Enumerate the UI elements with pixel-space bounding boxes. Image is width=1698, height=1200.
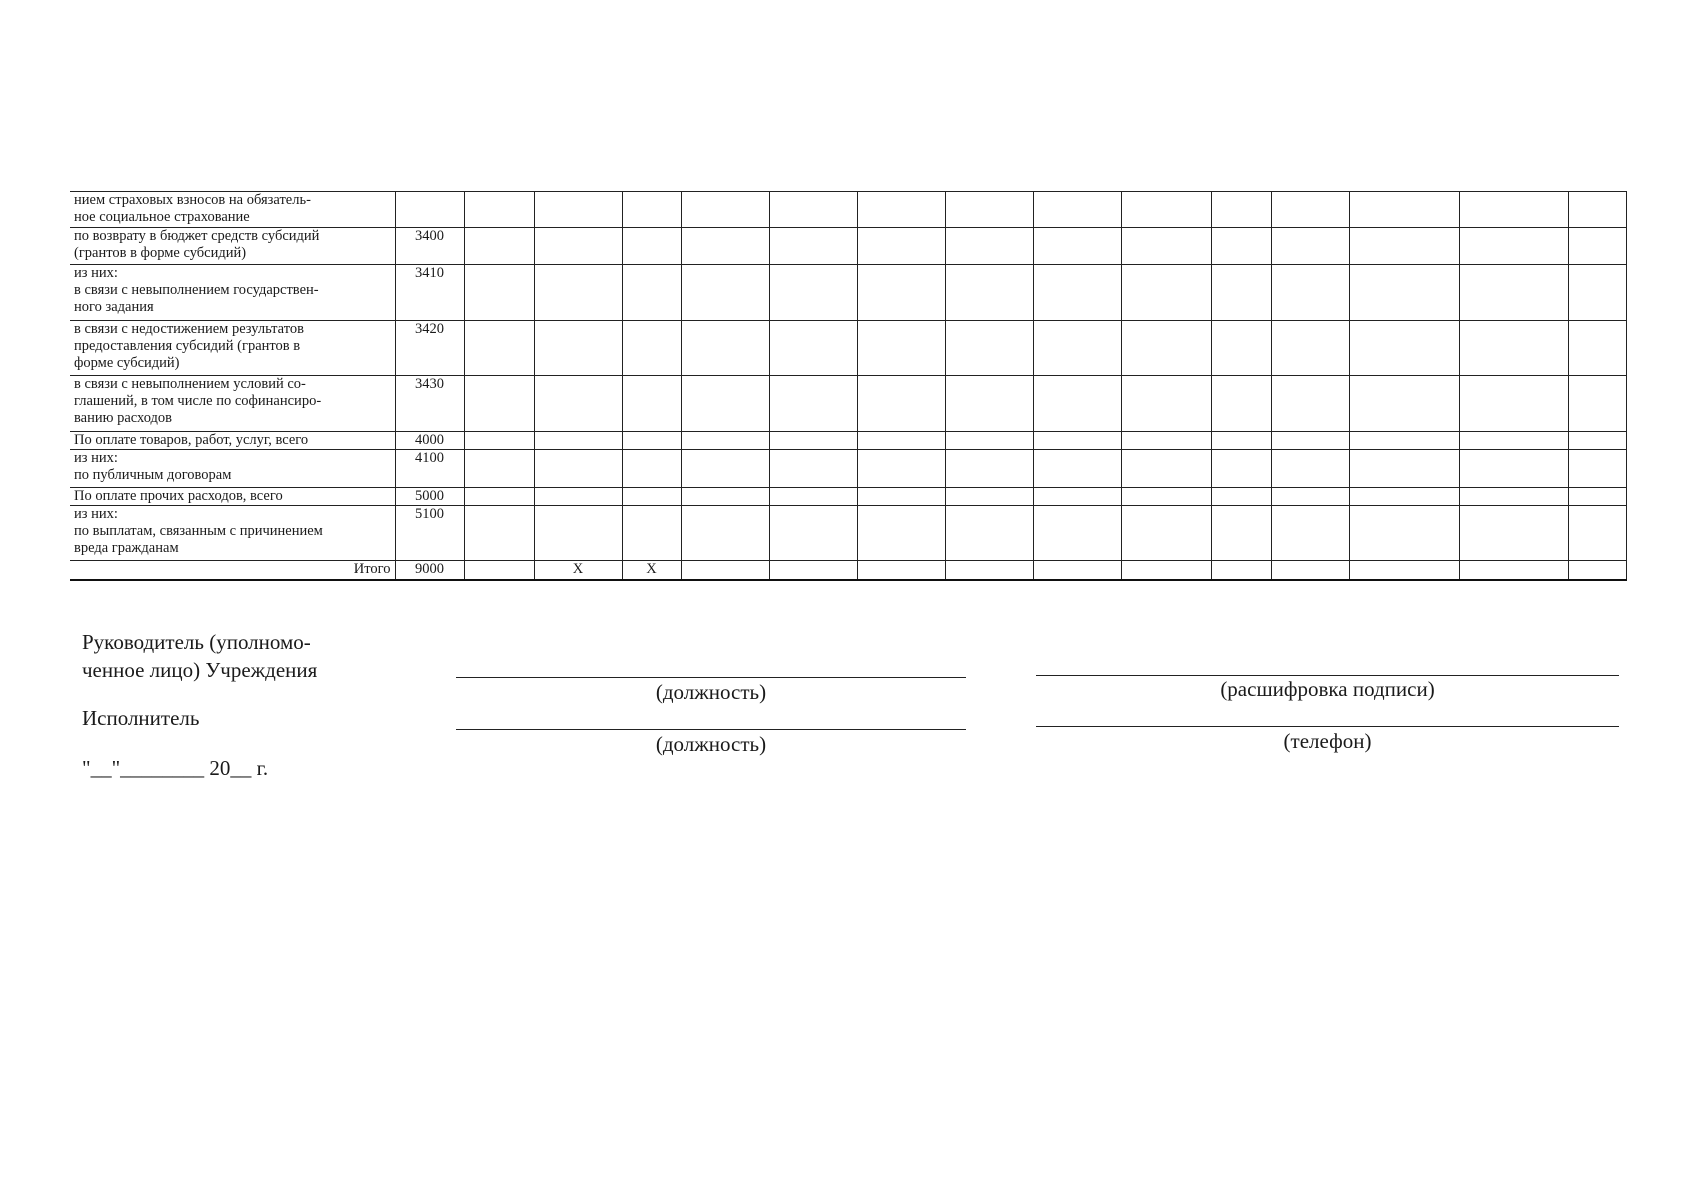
value-cell xyxy=(857,488,945,506)
value-cell xyxy=(1459,321,1568,376)
value-cell xyxy=(622,265,681,321)
row-label: из них: по публичным договорам xyxy=(70,450,395,488)
value-cell xyxy=(464,228,534,265)
value-cell xyxy=(1033,321,1121,376)
value-cell xyxy=(1349,265,1459,321)
row-code: 4000 xyxy=(395,432,464,450)
value-cell xyxy=(1211,321,1271,376)
value-cell xyxy=(857,228,945,265)
value-cell xyxy=(769,506,857,561)
value-cell xyxy=(1568,228,1626,265)
table-row xyxy=(70,432,1626,450)
value-cell xyxy=(945,488,1033,506)
value-cell xyxy=(1349,506,1459,561)
value-cell xyxy=(1568,450,1626,488)
value-cell xyxy=(622,432,681,450)
value-cell xyxy=(464,432,534,450)
value-cell xyxy=(1568,488,1626,506)
value-cell xyxy=(1271,321,1349,376)
row-code: 5100 xyxy=(395,506,464,561)
value-cell xyxy=(1211,228,1271,265)
value-cell xyxy=(534,376,622,432)
table-row xyxy=(70,488,1626,506)
value-cell xyxy=(945,228,1033,265)
value-cell xyxy=(1211,506,1271,561)
value-cell xyxy=(857,432,945,450)
row-label: в связи с недостижением результатов предоставления субсидий (грантов в форме субсидий) xyxy=(70,321,395,376)
row-code: 3420 xyxy=(395,321,464,376)
value-cell xyxy=(1349,228,1459,265)
value-cell xyxy=(857,192,945,228)
value-cell xyxy=(857,450,945,488)
value-cell xyxy=(1211,265,1271,321)
value-cell xyxy=(769,450,857,488)
value-cell xyxy=(1459,561,1568,580)
value-cell xyxy=(1211,376,1271,432)
value-cell xyxy=(1121,432,1211,450)
value-cell xyxy=(769,265,857,321)
value-cell xyxy=(681,561,769,580)
row-code: 9000 xyxy=(395,561,464,580)
row-label: из них: в связи с невыполнением государствен- ного задания xyxy=(70,265,395,321)
value-cell xyxy=(945,321,1033,376)
value-cell xyxy=(1121,228,1211,265)
value-cell xyxy=(464,561,534,580)
value-cell xyxy=(1033,265,1121,321)
value-cell xyxy=(1568,432,1626,450)
value-cell xyxy=(1568,376,1626,432)
value-cell xyxy=(534,450,622,488)
value-cell xyxy=(1033,561,1121,580)
value-cell xyxy=(1271,228,1349,265)
value-cell xyxy=(1271,488,1349,506)
value-cell xyxy=(1271,450,1349,488)
value-cell xyxy=(681,488,769,506)
row-code: 5000 xyxy=(395,488,464,506)
row-code: 4100 xyxy=(395,450,464,488)
value-cell xyxy=(1349,192,1459,228)
value-cell xyxy=(1121,376,1211,432)
row-label: Итого xyxy=(70,561,395,580)
value-cell xyxy=(534,192,622,228)
value-cell xyxy=(857,321,945,376)
value-cell xyxy=(1459,450,1568,488)
value-cell xyxy=(1568,321,1626,376)
value-cell xyxy=(945,376,1033,432)
value-cell xyxy=(534,321,622,376)
value-cell xyxy=(945,506,1033,561)
value-cell xyxy=(857,561,945,580)
value-cell xyxy=(1121,321,1211,376)
value-cell xyxy=(945,265,1033,321)
table-row xyxy=(70,265,1626,321)
value-cell xyxy=(857,376,945,432)
value-cell xyxy=(1459,488,1568,506)
value-cell xyxy=(1211,488,1271,506)
value-cell xyxy=(464,376,534,432)
value-cell xyxy=(1271,265,1349,321)
row-label: По оплате прочих расходов, всего xyxy=(70,488,395,506)
value-cell xyxy=(1568,506,1626,561)
row-label: в связи с невыполнением условий со- глашений, в том числе по софинансиро- ванию расходов xyxy=(70,376,395,432)
date-line[interactable]: "__"________ 20__ г. xyxy=(82,756,269,780)
table-row xyxy=(70,561,1626,580)
value-cell: X xyxy=(622,561,681,580)
value-cell xyxy=(464,321,534,376)
value-cell xyxy=(945,450,1033,488)
value-cell xyxy=(945,561,1033,580)
value-cell xyxy=(464,192,534,228)
value-cell xyxy=(464,450,534,488)
position-signature-line-2[interactable] xyxy=(456,729,966,730)
value-cell xyxy=(769,561,857,580)
value-cell xyxy=(769,432,857,450)
value-cell xyxy=(1349,450,1459,488)
value-cell xyxy=(1459,228,1568,265)
phone-line[interactable] xyxy=(1036,726,1619,727)
value-cell xyxy=(1121,192,1211,228)
table-row xyxy=(70,376,1626,432)
value-cell xyxy=(1568,561,1626,580)
decoding-caption: (расшифровка подписи) xyxy=(1220,677,1435,701)
head-label xyxy=(82,628,317,684)
value-cell xyxy=(769,376,857,432)
head-label-line1: Руководитель (уполномо- xyxy=(82,630,311,654)
row-code xyxy=(395,192,464,228)
value-cell xyxy=(1033,228,1121,265)
value-cell xyxy=(464,488,534,506)
value-cell xyxy=(681,265,769,321)
value-cell: X xyxy=(534,561,622,580)
value-cell xyxy=(1211,192,1271,228)
row-code: 3400 xyxy=(395,228,464,265)
value-cell xyxy=(769,321,857,376)
phone-caption: (телефон) xyxy=(1283,729,1372,753)
value-cell xyxy=(1349,376,1459,432)
value-cell xyxy=(1459,265,1568,321)
value-cell xyxy=(1459,192,1568,228)
value-cell xyxy=(1271,192,1349,228)
value-cell xyxy=(681,432,769,450)
value-cell xyxy=(681,228,769,265)
value-cell xyxy=(534,228,622,265)
value-cell xyxy=(1121,488,1211,506)
value-cell xyxy=(769,488,857,506)
value-cell xyxy=(622,192,681,228)
row-label: по возврату в бюджет средств субсидий (грантов в форме субсидий) xyxy=(70,228,395,265)
row-code: 3410 xyxy=(395,265,464,321)
value-cell xyxy=(769,192,857,228)
value-cell xyxy=(464,265,534,321)
table-row xyxy=(70,321,1626,376)
value-cell xyxy=(681,321,769,376)
value-cell xyxy=(1349,432,1459,450)
value-cell xyxy=(622,228,681,265)
table-row xyxy=(70,192,1626,228)
row-code: 3430 xyxy=(395,376,464,432)
value-cell xyxy=(681,376,769,432)
report-table xyxy=(70,191,1627,581)
value-cell xyxy=(1211,432,1271,450)
value-cell xyxy=(534,265,622,321)
value-cell xyxy=(1349,561,1459,580)
value-cell xyxy=(1121,450,1211,488)
value-cell xyxy=(945,432,1033,450)
executor-label: Исполнитель xyxy=(82,706,200,730)
table-row xyxy=(70,506,1626,561)
row-label: нием страховых взносов на обязатель- ное социальное страхование xyxy=(70,192,395,228)
table-row xyxy=(70,450,1626,488)
value-cell xyxy=(622,321,681,376)
value-cell xyxy=(622,450,681,488)
position-caption-1: (должность) xyxy=(655,680,767,704)
value-cell xyxy=(464,506,534,561)
value-cell xyxy=(1271,376,1349,432)
value-cell xyxy=(1271,432,1349,450)
value-cell xyxy=(1033,192,1121,228)
value-cell xyxy=(1271,561,1349,580)
value-cell xyxy=(1211,561,1271,580)
value-cell xyxy=(1033,488,1121,506)
value-cell xyxy=(1121,506,1211,561)
value-cell xyxy=(622,376,681,432)
value-cell xyxy=(1349,321,1459,376)
position-signature-line-1[interactable] xyxy=(456,677,966,678)
value-cell xyxy=(857,506,945,561)
value-cell xyxy=(681,450,769,488)
value-cell xyxy=(534,488,622,506)
value-cell xyxy=(622,506,681,561)
value-cell xyxy=(681,192,769,228)
value-cell xyxy=(1121,265,1211,321)
value-cell xyxy=(1568,265,1626,321)
value-cell xyxy=(1459,506,1568,561)
value-cell xyxy=(1033,506,1121,561)
value-cell xyxy=(1459,432,1568,450)
value-cell xyxy=(1459,376,1568,432)
value-cell xyxy=(1349,488,1459,506)
value-cell xyxy=(945,192,1033,228)
position-caption-2: (должность) xyxy=(655,732,767,756)
value-cell xyxy=(1121,561,1211,580)
head-label-line2: ченное лицо) Учреждения xyxy=(82,658,318,682)
value-cell xyxy=(769,228,857,265)
row-label: По оплате товаров, работ, услуг, всего xyxy=(70,432,395,450)
value-cell xyxy=(1033,376,1121,432)
value-cell xyxy=(1568,192,1626,228)
value-cell xyxy=(1271,506,1349,561)
value-cell xyxy=(534,506,622,561)
value-cell xyxy=(1211,450,1271,488)
value-cell xyxy=(1033,432,1121,450)
row-label: из них: по выплатам, связанным с причинением вреда гражданам xyxy=(70,506,395,561)
value-cell xyxy=(1033,450,1121,488)
table-row xyxy=(70,228,1626,265)
value-cell xyxy=(534,432,622,450)
value-cell xyxy=(681,506,769,561)
value-cell xyxy=(857,265,945,321)
value-cell xyxy=(622,488,681,506)
